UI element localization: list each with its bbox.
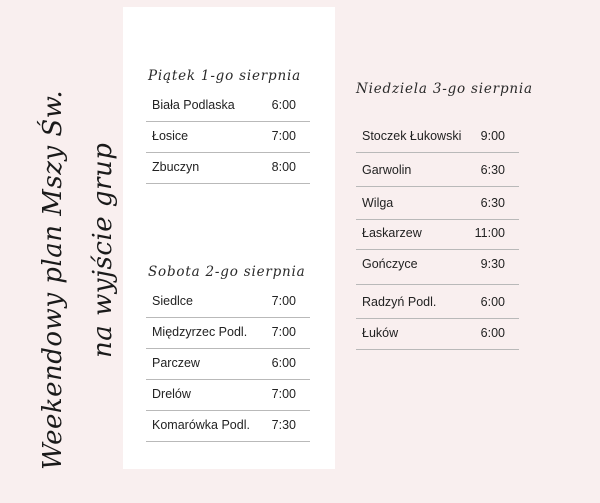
mass-time: 6:00 <box>480 295 505 309</box>
table-row <box>356 285 519 319</box>
mass-time: 6:30 <box>480 163 505 177</box>
title-line-1: Weekendowy plan Mszy Św. <box>38 89 68 470</box>
table-row <box>146 286 310 318</box>
place-name: Gończyce <box>362 257 418 271</box>
place-name: Łuków <box>362 326 399 340</box>
place-name: Zbuczyn <box>152 160 200 174</box>
table-row <box>356 155 519 187</box>
table-row <box>146 317 310 349</box>
mass-time: 11:00 <box>474 226 505 240</box>
mass-time: 9:00 <box>480 129 505 143</box>
table-row <box>356 121 519 153</box>
mass-time: 7:00 <box>271 294 296 308</box>
sunday-heading: Niedziela 3-go sierpnia <box>356 81 533 97</box>
table-row <box>356 188 519 220</box>
table-row <box>146 410 310 442</box>
table-row <box>356 218 519 250</box>
place-name: Stoczek Łukowski <box>362 129 462 143</box>
place-name: Komarówka Podl. <box>152 418 250 432</box>
saturday-heading: Sobota 2-go sierpnia <box>148 264 306 280</box>
table-row <box>146 90 310 122</box>
mass-time: 7:00 <box>271 387 296 401</box>
mass-time: 6:00 <box>271 98 296 112</box>
mass-time: 8:00 <box>271 160 296 174</box>
table-row <box>356 248 519 285</box>
place-name: Wilga <box>362 196 394 210</box>
table-row <box>146 152 310 184</box>
friday-heading: Piątek 1-go sierpnia <box>148 68 301 84</box>
table-row <box>146 379 310 411</box>
place-name: Radzyń Podl. <box>362 295 437 309</box>
table-row <box>146 348 310 380</box>
title-line-2: na wyjście grup <box>88 142 118 358</box>
place-name: Łaskarzew <box>362 226 422 240</box>
mass-time: 7:00 <box>271 325 296 339</box>
place-name: Biała Podlaska <box>152 98 235 112</box>
place-name: Siedlce <box>152 294 193 308</box>
place-name: Garwolin <box>362 163 412 177</box>
mass-time: 6:30 <box>480 196 505 210</box>
mass-time: 6:00 <box>480 326 505 340</box>
mass-time: 7:00 <box>271 129 296 143</box>
place-name: Drelów <box>152 387 191 401</box>
mass-time: 6:00 <box>271 356 296 370</box>
place-name: Międzyrzec Podl. <box>152 325 248 339</box>
mass-time: 9:30 <box>480 257 505 271</box>
vertical-title <box>30 0 120 503</box>
table-row <box>356 318 519 350</box>
place-name: Parczew <box>152 356 200 370</box>
table-row <box>146 121 310 153</box>
mass-time: 7:30 <box>271 418 296 432</box>
place-name: Łosice <box>152 129 189 143</box>
